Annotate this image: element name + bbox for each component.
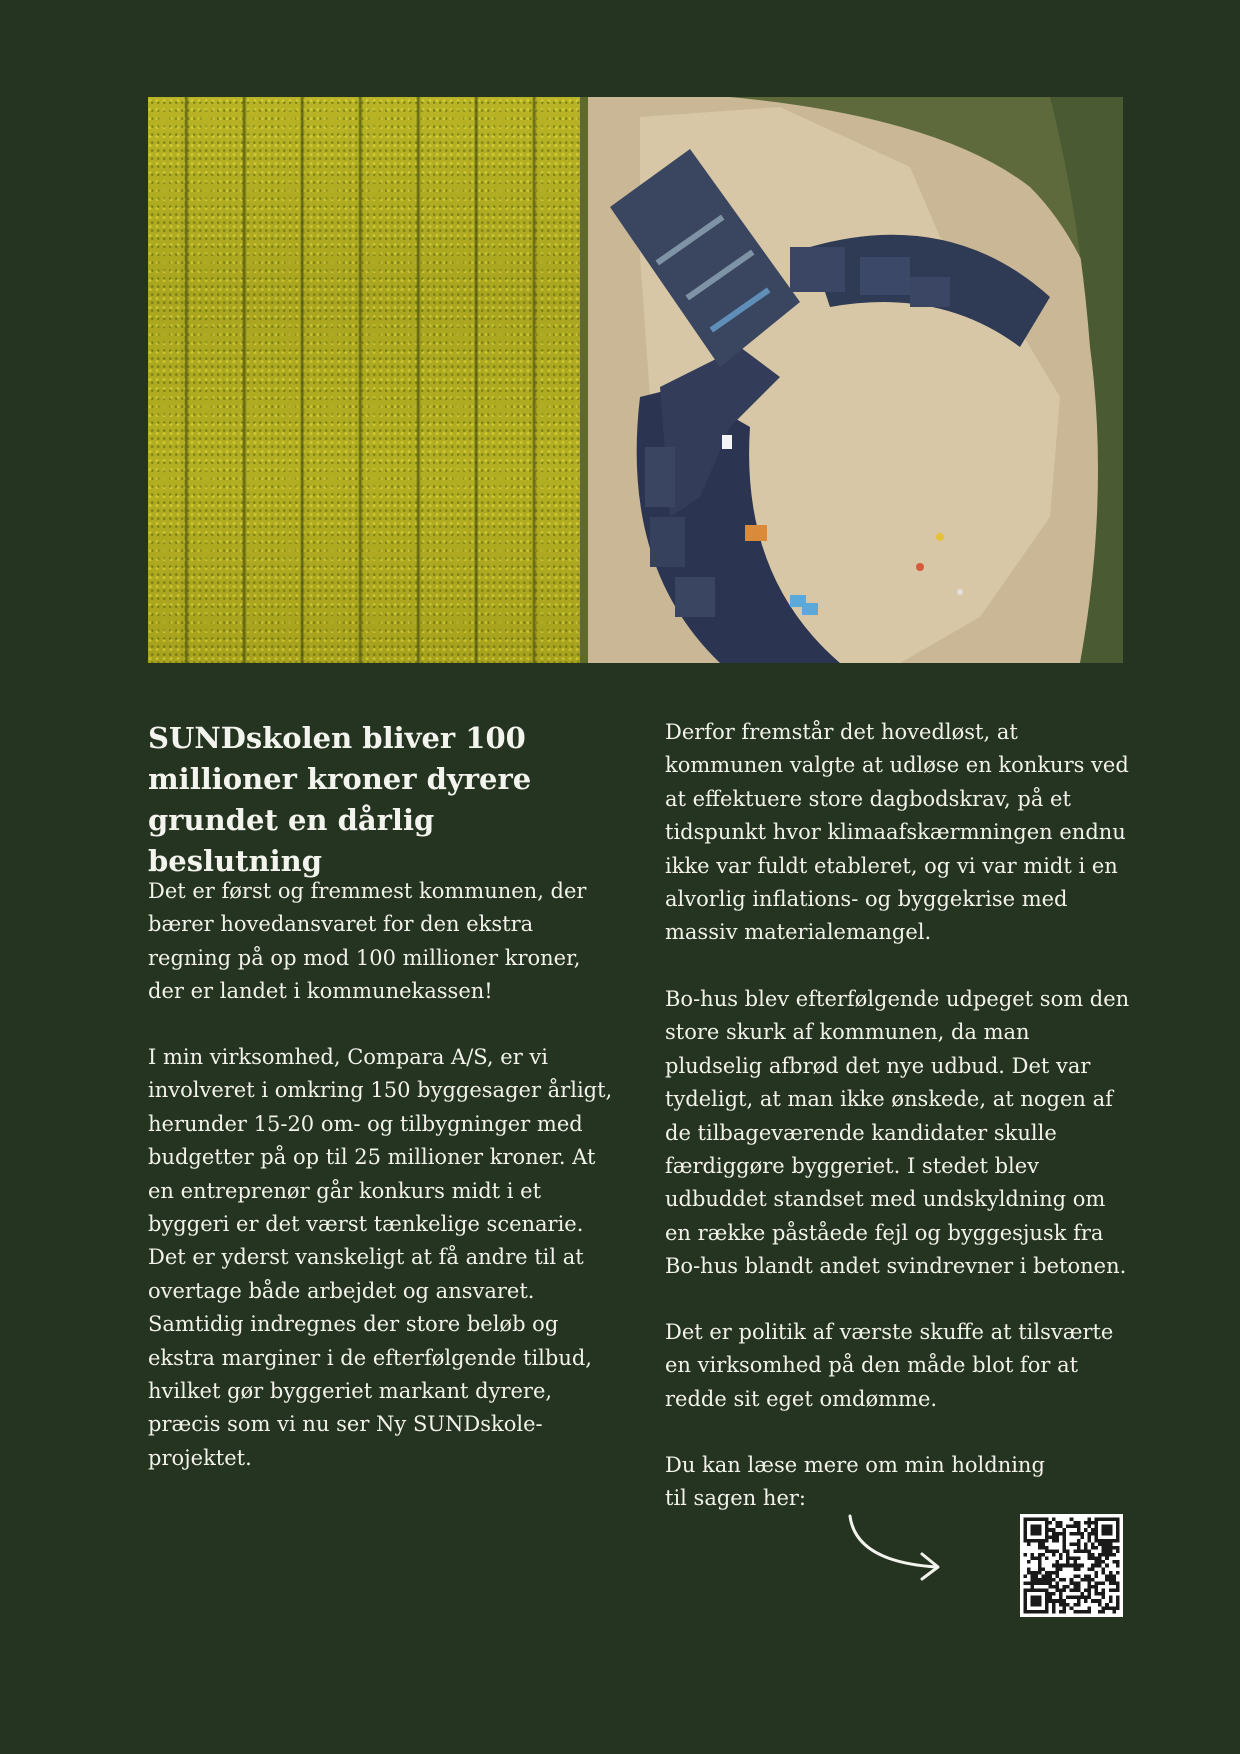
left-paragraph-1: Det er først og fremmest kommunen, der bærer hovedansvaret for den ekstra regning på op mod 100 millioner kroner, der er landet i kommunekassen!: [148, 879, 587, 1004]
rapeseed-field-image: [148, 97, 580, 663]
qr-code[interactable]: [1020, 1514, 1123, 1617]
right-paragraph-4: Du kan læse mere om min holdning til sagen her:: [665, 1453, 1045, 1511]
hero-aerial-photo: [148, 97, 1123, 663]
right-paragraph-2: Bo-hus blev efterfølgende udpeget som den store skurk af kommunen, da man pludselig afbrød det nye udbud. Det var tydeligt, at man ikke ønskede, at nogen af de tilbageværende kandidater skulle færdiggøre byggeriet. I stedet blev udbuddet standset med undskyldning om en række påståede fejl og byggesjusk fra Bo-hus blandt andet svindrevner i betonen.: [665, 987, 1130, 1279]
right-paragraph-1: Derfor fremstår det hovedløst, at kommunen valgte at udløse en konkurs ved at effektuere store dagbodskrav, på et tidspunkt hvor klimaafskærmningen endnu ikke var fuldt etableret, og vi var midt i en alvorlig inflations- og byggekrise med massiv materialemangel.: [665, 720, 1129, 945]
right-paragraph-3: Det er politik af værste skuffe at tilsværte en virksomhed på den måde blot for at redde sit eget omdømme.: [665, 1320, 1114, 1411]
curved-arrow-icon: [842, 1512, 942, 1582]
construction-site-image: [580, 97, 1123, 663]
article-title: SUNDskolen bliver 100 millioner kroner dyrere grundet en dårlig beslutning: [148, 721, 532, 878]
left-paragraph-2: I min virksomhed, Compara A/S, er vi involveret i omkring 150 byggesager årligt, herunder 15-20 om- og tilbygninger med budgetter på op til 25 millioner kroner. At en entreprenør går konkurs midt i et byggeri er det værst tænkelige scenarie. Det er yderst vanskeligt at få andre til at overtage både arbejdet og ansvaret. Samtidig indregnes der store beløb og ekstra marginer i de efterfølgende tilbud, hvilket gør byggeriet markant dyrere, præcis som vi nu ser Ny SUNDskole-projektet.: [148, 1045, 613, 1470]
